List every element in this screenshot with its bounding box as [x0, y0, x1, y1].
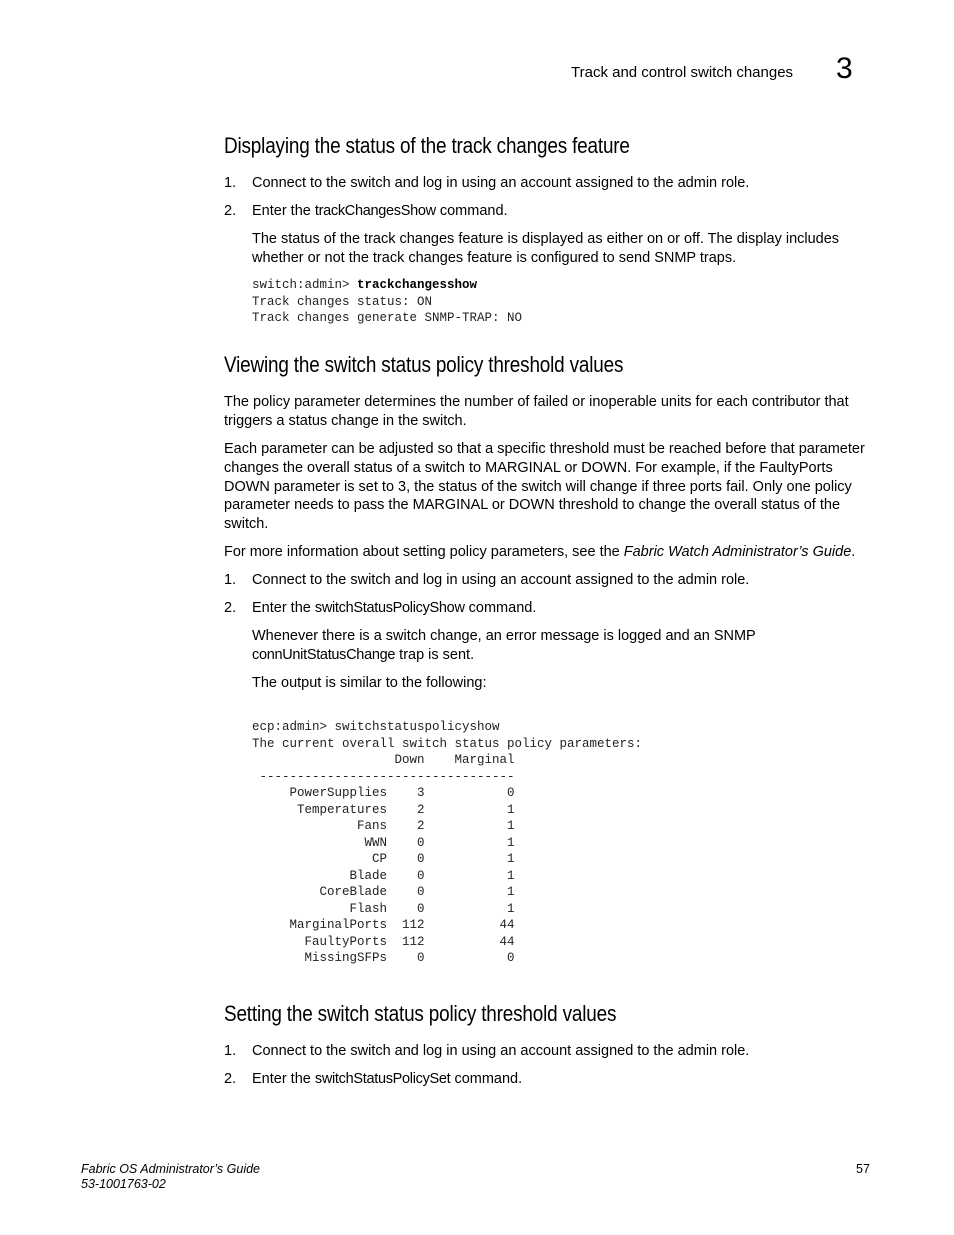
paragraph: The policy parameter determines the number of failed or inoperable units for each contributor that triggers a status change in the switch.: [224, 394, 849, 429]
footer-doc-title: Fabric OS Administrator’s Guide: [81, 1162, 260, 1176]
step-note: The output is similar to the following:: [252, 675, 487, 691]
step-text: Connect to the switch and log in using an account assigned to the admin role.: [252, 175, 750, 191]
step-note: The status of the track changes feature is displayed as either on or off. The display includes whether or not the track changes feature is configured to send SNMP traps.: [252, 231, 840, 266]
step-number: 2.: [224, 203, 237, 219]
step-1: [224, 571, 749, 590]
section-heading-track-changes-status: Displaying the status of the track changes feature: [224, 133, 630, 158]
step-number: 1.: [224, 572, 237, 588]
step-text: Connect to the switch and log in using an account assigned to the admin role.: [252, 572, 750, 588]
chapter-number: 3: [836, 52, 853, 85]
step-number: 1.: [224, 175, 237, 191]
footer-doc-number: 53-1001763-02: [81, 1177, 166, 1191]
command-name: switchStatusPolicyShow: [314, 600, 465, 616]
step-number: 2.: [224, 1071, 237, 1087]
code-output: Track changes status: ON Track changes generate SNMP-TRAP: NO: [252, 294, 523, 325]
note-text-post: trap is sent.: [395, 646, 475, 663]
reference-guide-title: Fabric Watch Administrator’s Guide: [623, 544, 852, 560]
step-1: [224, 174, 749, 193]
step-note: [252, 627, 872, 665]
step-2: [224, 599, 536, 618]
step-number: 2.: [224, 600, 237, 616]
page-number: 57: [856, 1162, 870, 1176]
step-text: Connect to the switch and log in using an account assigned to the admin role.: [252, 1043, 750, 1059]
reference-text-post: .: [851, 544, 856, 560]
step-text-pre: Enter the: [252, 600, 315, 616]
section-heading-view-policy: Viewing the switch status policy threshold values: [224, 352, 624, 377]
paragraph: Each parameter can be adjusted so that a specific threshold must be reached before that parameter changes the overall status of a switch to MARGINAL or DOWN. For example, if the FaultyPorts DOWN parameter is set to 3, the status of the switch will change if three ports fail. Only one policy parameter needs to pass the MARGINAL or DOWN threshold to change the overall status of the switch.: [224, 441, 865, 533]
step-text-post: command.: [464, 600, 537, 616]
trap-name: connUnitStatusChange: [252, 646, 396, 663]
command-name: trackChangesShow: [314, 203, 436, 219]
code-prompt: switch:admin>: [252, 278, 358, 292]
step-text-post: command.: [450, 1071, 523, 1087]
section-heading-set-policy: Setting the switch status policy threshold values: [224, 1001, 617, 1026]
code-block-trackchangesshow: [252, 277, 522, 327]
step-text-pre: Enter the: [252, 203, 315, 219]
reference-text-pre: For more information about setting policy parameters, see the: [224, 544, 624, 560]
step-1: [224, 1042, 749, 1061]
step-2: [224, 202, 508, 221]
command-name: switchStatusPolicySet: [314, 1071, 451, 1087]
running-header-title: Track and control switch changes: [571, 64, 794, 81]
code-command: trackchangesshow: [357, 278, 478, 292]
step-text-pre: Enter the: [252, 1071, 315, 1087]
step-text-post: command.: [435, 203, 508, 219]
step-2: [224, 1070, 522, 1089]
code-block-switchstatuspolicyshow: ecp:admin> switchstatuspolicyshow The current overall switch status policy parameters: Down Marginal ---------------------------------- PowerSupplies 3 0 Temperatures 2 1 Fans 2 1 WWN 0 1 CP 0 1 Blade 0 1 CoreBlade 0 1 Flash 0 1 MarginalPorts 112 44 FaultyPorts 112 44 MissingSFPs 0 0: [252, 720, 643, 965]
step-number: 1.: [224, 1043, 237, 1059]
note-text-pre: Whenever there is a switch change, an error message is logged and an SNMP: [252, 628, 756, 644]
paragraph-reference: [224, 543, 872, 562]
